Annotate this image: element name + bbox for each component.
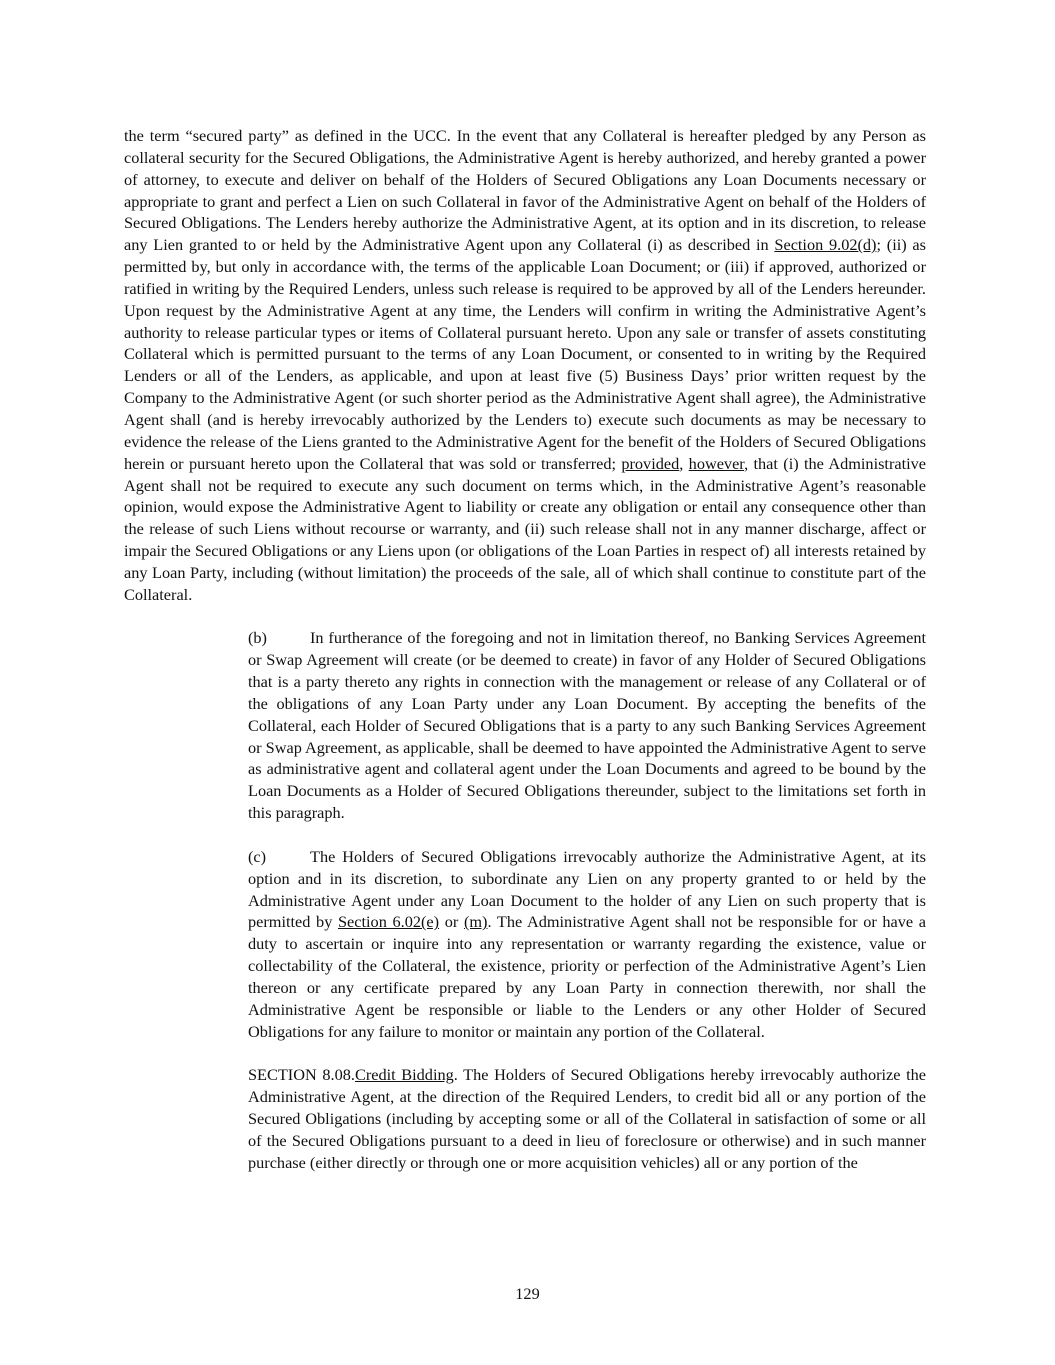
page-number: 129: [515, 1284, 540, 1303]
paragraph-text: The Holders of Secured Obligations irrevocably authorize the Administrative Agent, at its option and in its discretion, to subordinate any Lien on any property granted to or held by the Administrative Agent under any Loan Document to the holder of any Lien on such property that is permitted by: [248, 846, 926, 932]
section-heading: Credit Bidding: [354, 1065, 454, 1085]
paragraph-release-of-collateral: [124, 125, 926, 606]
clause-label: (b): [248, 628, 267, 648]
paragraph-c: [124, 846, 926, 1043]
section-number: SECTION 8.08.: [248, 1065, 355, 1085]
paragraph-text: ; (ii) as permitted by, but only in accordance with, the terms of the applicable Loan Document; or (iii) if approved, authorized or ratified in writing by the Required Lenders, unless such release is required to be approved by all of the Lenders hereunder. Upon request by the Administrative Agent at any time, the Lenders will confirm in writing the Administrative Agent’s authority to release particular types or items of Collateral pursuant hereto. Upon any sale or transfer of assets constituting Collateral which is permitted pursuant to the terms of any Loan Document, or consented to in writing by the Required Lenders or all of the Lenders, as applicable, and upon at least five (5) Business Days’ prior written request by the Company to the Administrative Agent (or such shorter period as the Administrative Agent shall agree), the Administrative Agent shall (and is hereby irrevocably authorized by the Lenders to) execute such documents as may be necessary to evidence the release of the Liens granted to the Administrative Agent for the benefit of the Holders of Secured Obligations herein or pursuant hereto upon the Collateral that was sold or transferred;: [124, 235, 926, 473]
paragraph-text: the term “secured party” as defined in the UCC. In the event that any Collateral is hereafter pledged by any Person as collateral security for the Secured Obligations, the Administrative Agent is hereby authorized, and hereby granted a power of attorney, to execute and deliver on behalf of the Holders of Secured Obligations any Loan Documents necessary or appropriate to grant and perfect a Lien on such Collateral in favor of the Administrative Agent on behalf of the Holders of Secured Obligations. The Lenders hereby authorize the Administrative Agent, at its option and in its discretion, to release any Lien granted to or held by the Administrative Agent upon any Collateral (i) as described in: [124, 126, 926, 255]
clause-label: (c): [248, 846, 267, 866]
document-page: [124, 125, 926, 1174]
paragraph-text: . The Holders of Secured Obligations hereby irrevocably authorize the Administrative Agent, at the direction of the Required Lenders, to credit bid all or any portion of the Secured Obligations (including by accepting some or all of the Collateral in satisfaction of some or all of the Secured Obligations pursuant to a deed in lieu of foreclosure or otherwise) and in such manner purchase (either directly or through one or more acquisition vehicles) all or any portion of the: [248, 1065, 927, 1172]
cross-reference-m: (m): [463, 912, 488, 932]
separator-text: ,: [679, 453, 689, 473]
cross-reference-section-6-02-e: Section 6.02(e): [338, 912, 440, 932]
paragraph-text: In furtherance of the foregoing and not in limitation thereof, no Banking Services Agreement or Swap Agreement will create (or be deemed to create) in favor of any Holder of Secured Obligations that is a party thereto any rights in connection with the management or release of any Collateral or of the obligations of any Loan Party under any Loan Document. By accepting the benefits of the Collateral, each Holder of Secured Obligations that is a party to any such Banking Services Agreement or Swap Agreement, as applicable, shall be deemed to have appointed the Administrative Agent to serve as administrative agent and collateral agent under the Loan Documents and agreed to be bound by the Loan Documents as a Holder of Secured Obligations thereunder, subject to the limitations set forth in this paragraph.: [248, 628, 926, 823]
paragraph-b: [124, 627, 926, 824]
cross-reference-section-9-02-d: Section 9.02(d): [774, 235, 877, 255]
however-term: however: [688, 453, 745, 473]
paragraph-text: , that (i) the Administrative Agent shall not be required to execute any such document on terms which, in the Administrative Agent’s reasonable opinion, would expose the Administrative Agent to liability or create any obligation or entail any consequence other than the release of such Liens without recourse or warranty, and (ii) such release shall not in any manner discharge, affect or impair the Secured Obligations or any Liens upon (or obligations of the Loan Parties in respect of) all interests retained by any Loan Party, including (without limitation) the proceeds of the sale, all of which shall continue to constitute part of the Collateral.: [124, 453, 927, 604]
section-8-08-credit-bidding: [124, 1064, 926, 1173]
separator-text: or: [439, 912, 464, 932]
paragraph-text: . The Administrative Agent shall not be responsible for or have a duty to ascertain or inquire into any representation or warranty regarding the existence, value or collectability of the Collateral, the existence, priority or perfection of the Administrative Agent’s Lien thereon or any certificate prepared by any Loan Party in connection therewith, nor shall the Administrative Agent be responsible or liable to the Lenders or any other Holder of Secured Obligations for any failure to monitor or maintain any portion of the Collateral.: [248, 912, 927, 1041]
provided-term: provided: [621, 453, 680, 473]
